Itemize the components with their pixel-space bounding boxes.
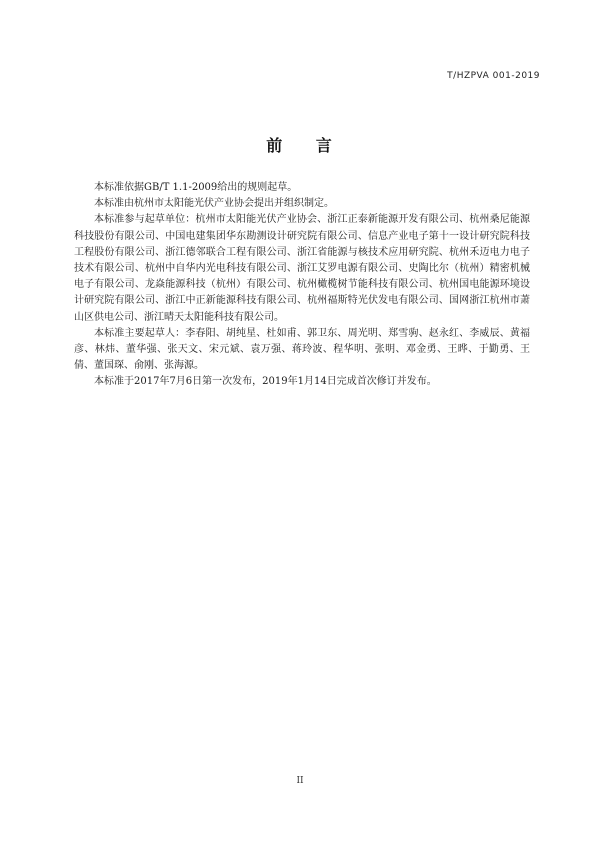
paragraph-main-drafters: 本标准主要起草人：李春阳、胡纯星、杜如甫、郭卫东、周光明、郑雪驹、赵永红、李威辰、黄福彦、林炜、董华强、张天文、宋元斌、袁万强、蒋玲波、程华明、张明、邓金勇、王晔、于勤勇、王倩、董国琛、俞刚、张海源。: [74, 327, 530, 372]
paragraph-proposer: 本标准由杭州市太阳能光伏产业协会提出并组织制定。: [94, 198, 334, 210]
paragraph-drafting-basis: 本标准依据GB/T 1.1-2009给出的规则起草。: [94, 182, 298, 193]
document-code: T/HZPVA 001-2019: [447, 71, 540, 81]
page-number: II: [296, 776, 304, 786]
page-title: 前 言: [266, 136, 334, 155]
preface-body: [74, 180, 530, 391]
paragraph-drafting-units: 本标准参与起草单位：杭州市太阳能光伏产业协会、浙江正泰新能源开发有限公司、杭州桑尼能源科技股份有限公司、中国电建集团华东勘测设计研究院有限公司、信息产业电子第十一设计研究院科技工程股份有限公司、浙江德邻联合工程有限公司、浙江省能源与核技术应用研究院、杭州禾迈电力电子技术有限公司、杭州中自华内光电科技有限公司、浙江艾罗电源有限公司、史陶比尔（杭州）精密机械电子有限公司、龙焱能源科技（杭州）有限公司、杭州橄榄树节能科技有限公司、杭州国电能源环境设计研究院有限公司、浙江中正新能源科技有限公司、杭州福斯特光伏发电有限公司、国网浙江杭州市萧山区供电公司、浙江晴天太阳能科技有限公司。: [74, 214, 530, 323]
paragraph-publication-history: 本标准于2017年7月6日第一次发布，2019年1月14日完成首次修订并发布。: [94, 376, 437, 388]
